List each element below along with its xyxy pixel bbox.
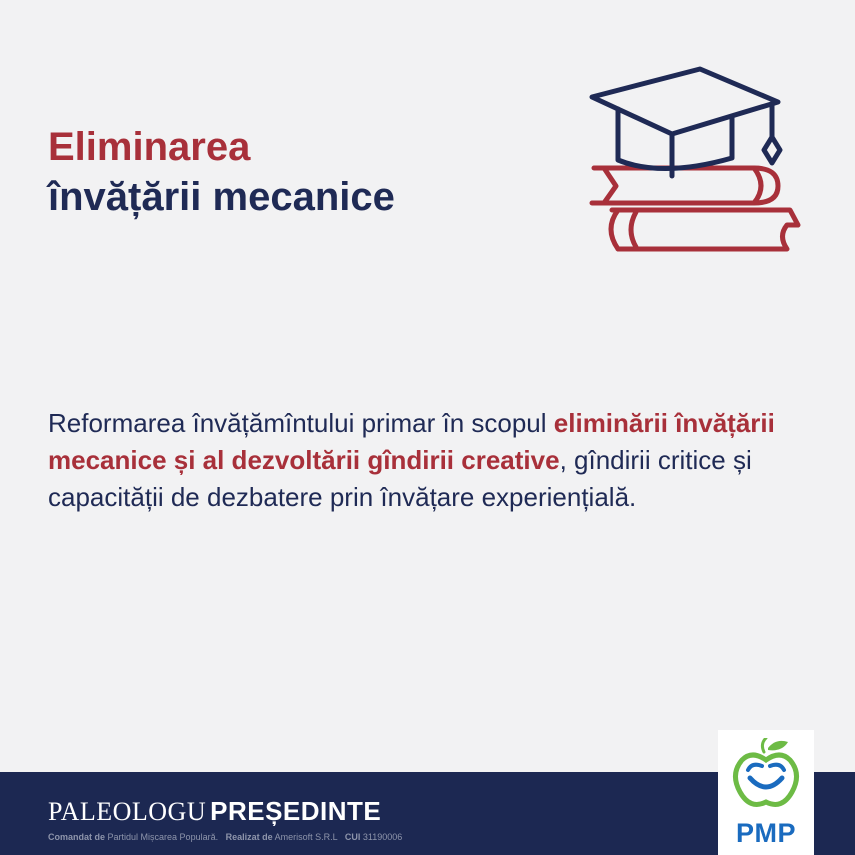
credit-value-commissioned: Partidul Mișcarea Populară. [107, 832, 219, 842]
footer-brand [48, 796, 381, 827]
brand-name-first: PALEOLOGU [48, 797, 207, 826]
pmp-logo [718, 730, 814, 855]
body-text-highlight: eliminării învățării mecanice și al dezvoltării gîndirii creative [48, 408, 775, 475]
body-text [48, 405, 808, 516]
footer-credits [48, 832, 402, 842]
credit-label-cui: CUI [344, 832, 361, 842]
graduation-cap-books-icon [582, 62, 807, 262]
title-line-2: învățării mecanice [48, 175, 395, 219]
brand-name-second: PREȘEDINTE [210, 796, 382, 826]
body-text-part-2: , gîndirii critice și capacității de dezbatere prin învățare experiențială. [48, 445, 752, 512]
credit-label-commissioned: Comandat de [48, 832, 106, 842]
credit-value-made: Amerisoft S.R.L [274, 832, 338, 842]
page-title [48, 122, 395, 222]
title-line-1: Eliminarea [48, 125, 251, 169]
credit-label-made: Realizat de [225, 832, 273, 842]
credit-value-cui: 31190006 [362, 832, 403, 842]
pmp-apple-logo-icon [732, 738, 800, 812]
body-text-part-1: Reformarea învățămîntului primar în scopul [48, 408, 554, 438]
pmp-logo-text: PMP [735, 818, 796, 848]
